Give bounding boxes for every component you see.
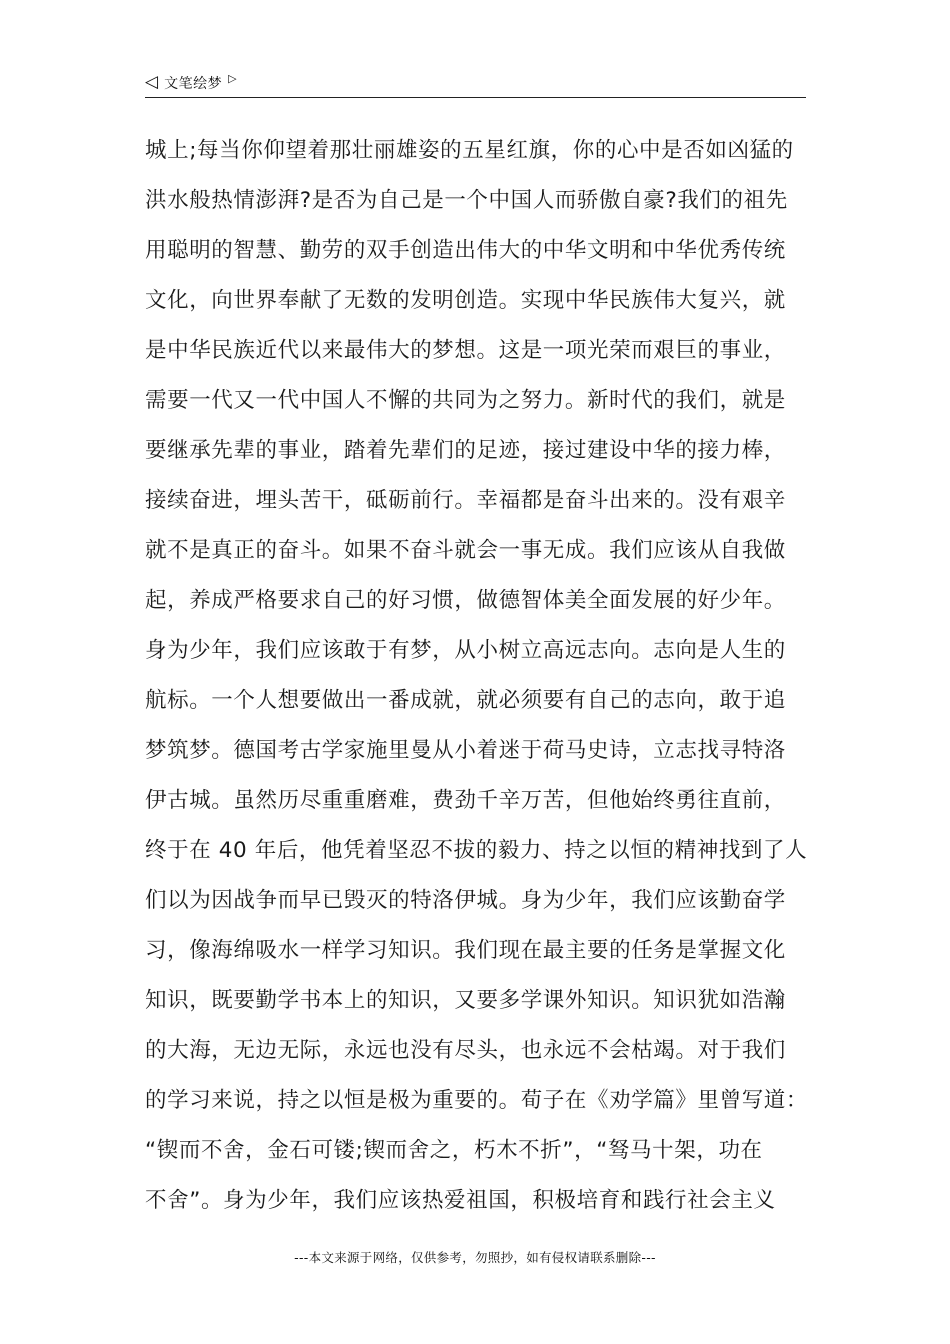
text-line: “锲而不舍，金石可镂;锲而舍之，朽木不折”，“驽马十架，功在 xyxy=(145,1138,763,1163)
text-line: 洪水般热情澎湃?是否为自己是一个中国人而骄傲自豪?我们的祖先 xyxy=(145,188,788,213)
document-body xyxy=(145,126,810,1226)
text-line: 身为少年，我们应该敢于有梦，从小树立高远志向。志向是人生的 xyxy=(145,638,786,663)
text-line: 就不是真正的奋斗。如果不奋斗就会一事无成。我们应该从自我做 xyxy=(145,538,786,563)
text-line: 文化，向世界奉献了无数的发明创造。实现中华民族伟大复兴，就 xyxy=(145,288,786,313)
text-line: 要继承先辈的事业，踏着先辈们的足迹，接过建设中华的接力棒， xyxy=(145,438,786,463)
text-line: 梦筑梦。德国考古学家施里曼从小着迷于荷马史诗，立志找寻特洛 xyxy=(145,738,786,763)
text-line: 起，养成严格要求自己的好习惯，做德智体美全面发展的好少年。 xyxy=(145,588,786,613)
text-line: 是中华民族近代以来最伟大的梦想。这是一项光荣而艰巨的事业， xyxy=(145,338,786,363)
triangle-right-icon: ▷ xyxy=(228,72,237,85)
page-footer: ---本文来源于网络，仅供参考，勿照抄，如有侵权请联系删除--- xyxy=(294,1250,656,1265)
text-line: 们以为因战争而早已毁灭的特洛伊城。身为少年，我们应该勤奋学 xyxy=(145,888,786,913)
text-line: 的学习来说，持之以恒是极为重要的。荀子在《劝学篇》里曾写道： xyxy=(145,1088,809,1113)
text-line: 伊古城。虽然历尽重重磨难，费劲千辛万苦，但他始终勇往直前， xyxy=(145,788,786,813)
page-header xyxy=(145,72,806,98)
header-brand: 文笔绘梦 xyxy=(164,75,223,92)
text-line: 的大海，无边无际，永远也没有尽头，也永远不会枯竭。对于我们 xyxy=(145,1038,786,1063)
triangle-left-icon: ◁ xyxy=(145,72,159,92)
text-line: 习，像海绵吸水一样学习知识。我们现在最主要的任务是掌握文化 xyxy=(145,938,786,963)
text-line: 用聪明的智慧、勤劳的双手创造出伟大的中华文明和中华优秀传统 xyxy=(145,238,786,263)
text-line: 不舍”。身为少年，我们应该热爱祖国，积极培育和践行社会主义 xyxy=(145,1188,776,1213)
text-line: 需要一代又一代中国人不懈的共同为之努力。新时代的我们，就是 xyxy=(145,388,786,413)
text-line: 知识，既要勤学书本上的知识，又要多学课外知识。知识犹如浩瀚 xyxy=(145,988,786,1013)
text-line: 城上;每当你仰望着那壮丽雄姿的五星红旗，你的心中是否如凶猛的 xyxy=(145,138,794,163)
text-line: 终于在 40 年后，他凭着坚忍不拔的毅力、持之以恒的精神找到了人 xyxy=(145,838,808,863)
text-line: 接续奋进，埋头苦干，砥砺前行。幸福都是奋斗出来的。没有艰辛 xyxy=(145,488,786,513)
text-line: 航标。一个人想要做出一番成就，就必须要有自己的志向，敢于追 xyxy=(145,688,786,713)
